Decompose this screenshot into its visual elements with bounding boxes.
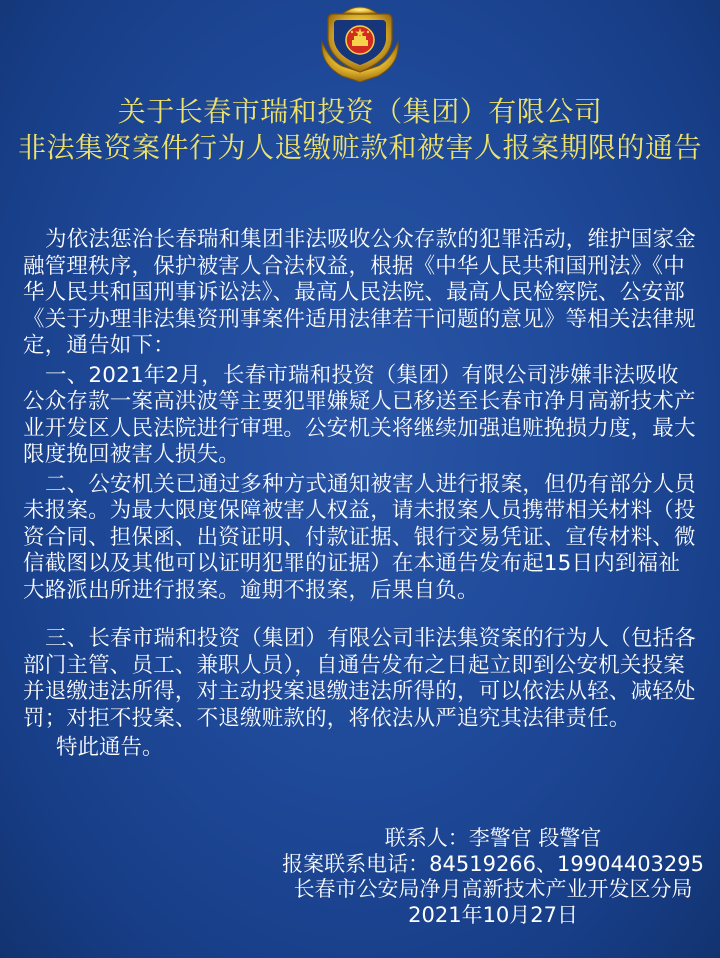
report-phone: 报案联系电话：84519266、19904403295 xyxy=(282,851,704,876)
section-1-paragraph: 一、2021年2月，长春市瑞和投资（集团）有限公司涉嫌非法吸收公众存款一案高洪波等主要犯罪嫌疑人已移送至长春市净月高新技术产业开发区人民法院进行审理。公安机关将继续加强追赃挽损力度，最大限度挽回被害人损失。 xyxy=(23,362,696,467)
notice-body xyxy=(23,227,699,732)
issuing-organization: 长春市公安局净月高新技术产业开发区分局 xyxy=(293,877,693,901)
title-line-2: 非法集资案件行为人退缴赃款和被害人报案期限的通告 xyxy=(17,131,702,164)
signature-block xyxy=(282,826,704,928)
notice-title xyxy=(0,94,720,166)
section-2-paragraph: 二、公安机关已通过多种方式通知被害人进行报案，但仍有部分人员未报案。为最大限度保障被害人权益，请未报案人员携带相关材料（投资合同、担保函、出资证明、付款证据、银行交易凭证、宣传材料、微信截图以及其他可以证明犯罪的证据）在本通告发布起15日内到福祉大路派出所进行报案。逾期不报案，后果自负。 xyxy=(23,471,697,603)
title-line-1: 关于长春市瑞和投资（集团）有限公司 xyxy=(117,95,603,128)
issue-date: 2021年10月27日 xyxy=(408,902,579,927)
section-3-paragraph: 三、长春市瑞和投资（集团）有限公司非法集资案的行为人（包括各部门主管、员工、兼职人员），自通告发布之日起立即到公安机关投案并退缴违法所得，对主动投案退缴违法所得的，可以依法从轻、减轻处罚；对拒不投案、不退缴赃款的，将依法从严追究其法律责任。 xyxy=(23,626,697,731)
intro-paragraph: 为依法惩治长春瑞和集团非法吸收公众存款的犯罪活动，维护国家金融管理秩序，保护被害人合法权益，根据《中华人民共和国刑法》《中华人民共和国刑事诉讼法》、最高人民法院、最高人民检察院、公安部《关于办理非法集资刑事案件适用法律若干问题的意见》等相关法律规定，通告如下： xyxy=(23,227,697,358)
closing-text: 特此通告。 xyxy=(56,735,164,760)
contact-person: 联系人：李警官 段警官 xyxy=(384,826,602,850)
police-emblem-icon xyxy=(312,2,408,84)
